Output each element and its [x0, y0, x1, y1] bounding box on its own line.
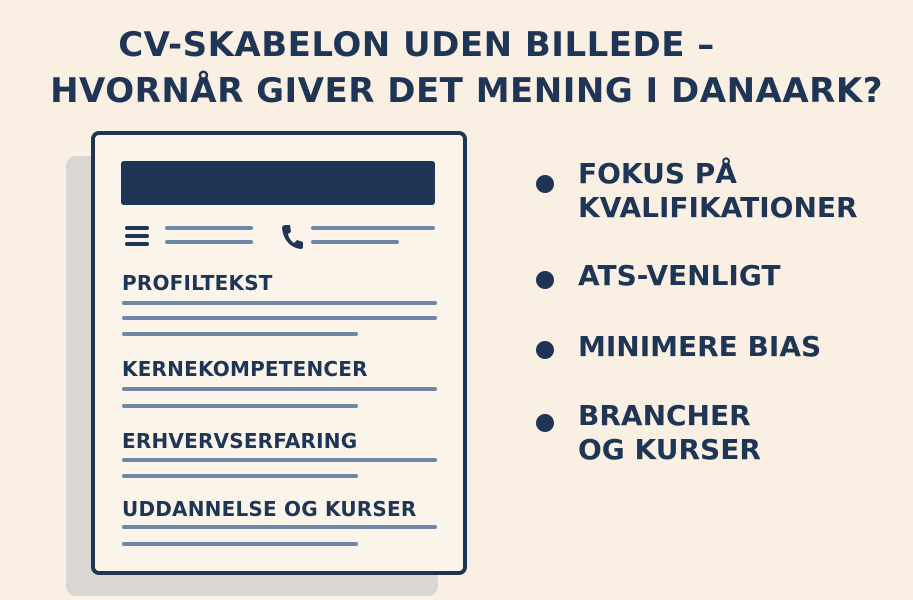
bullet-brancher-line2: OG KURSER: [578, 433, 761, 466]
title-line-1: CV-SKABELON UDEN BILLEDE –: [118, 25, 715, 65]
bullet-fokus-line1: FOKUS PÅ: [578, 157, 737, 190]
cv-document-illustration: [91, 131, 467, 575]
section-label-profiltekst: PROFILTEKST: [122, 271, 273, 295]
text-line: [122, 542, 358, 546]
bullet-dot-icon: [536, 341, 554, 359]
bullet-ats: ATS-VENLIGT: [578, 259, 781, 292]
bullet-brancher-line1: BRANCHER: [578, 399, 751, 432]
contact-line: [165, 240, 253, 244]
phone-icon: [280, 223, 304, 251]
section-label-uddannelse-og-kurser: UDDANNELSE OG KURSER: [122, 497, 417, 521]
contact-line: [165, 226, 253, 230]
bullet-fokus-line2: KVALIFIKATIONER: [578, 191, 858, 224]
text-line: [122, 387, 437, 391]
text-line: [122, 404, 358, 408]
menu-icon: [125, 223, 151, 249]
bullet-dot-icon: [536, 175, 554, 193]
text-line: [122, 316, 437, 320]
page-title: [0, 22, 913, 114]
title-line-2: HVORNÅR GIVER DET MENING I DANAARK?: [50, 71, 883, 111]
text-line: [122, 301, 437, 305]
bullet-dot-icon: [536, 414, 554, 432]
contact-line: [311, 240, 399, 244]
cv-header-bar: [121, 161, 435, 205]
text-line: [122, 332, 358, 336]
text-line: [122, 474, 358, 478]
bullet-bias: MINIMERE BIAS: [578, 330, 822, 363]
section-label-kernekompetencer: KERNEKOMPETENCER: [122, 357, 368, 381]
section-label-erhvervserfaring: ERHVERVSERFARING: [122, 429, 358, 453]
text-line: [122, 458, 437, 462]
contact-line: [311, 226, 435, 230]
bullet-dot-icon: [536, 271, 554, 289]
text-line: [122, 525, 437, 529]
